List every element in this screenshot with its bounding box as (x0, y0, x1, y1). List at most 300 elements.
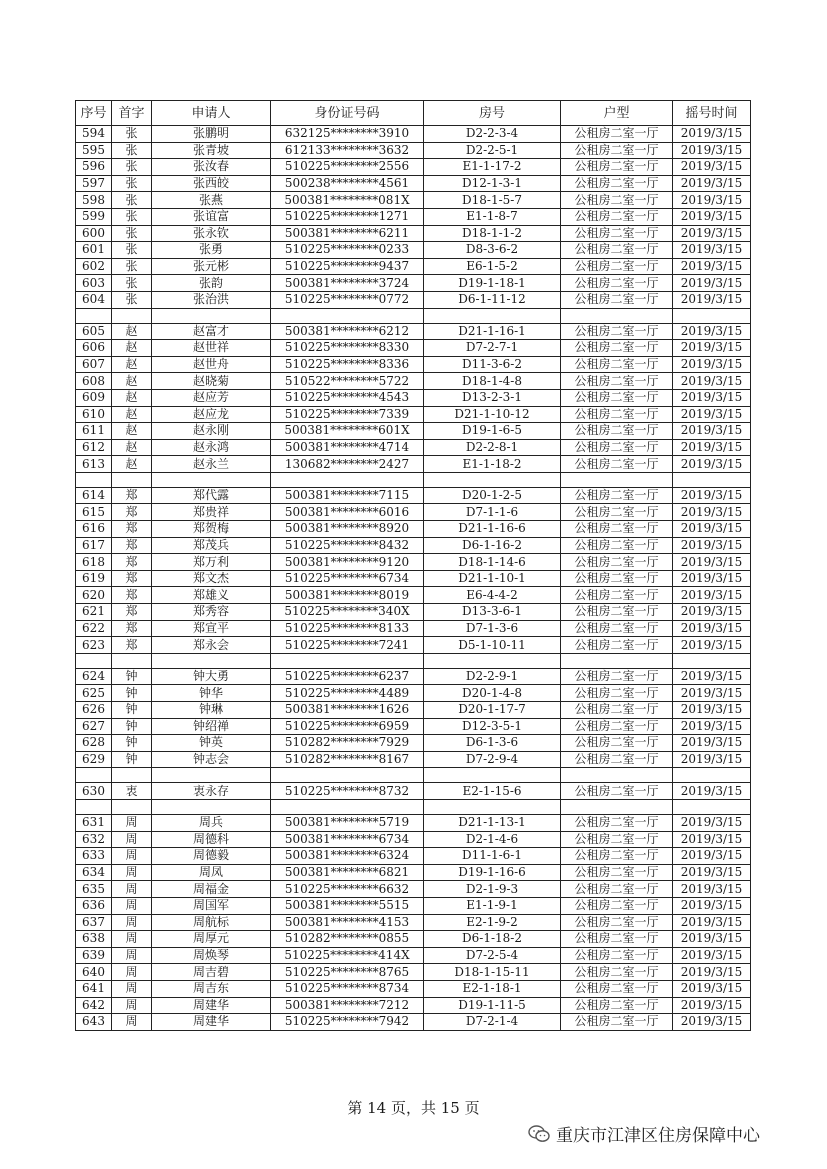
table-cell: 公租房二室一厅 (561, 783, 673, 800)
table-cell: 周 (112, 881, 152, 898)
table-cell: 510225********2556 (271, 159, 424, 176)
table-cell: 510225********6632 (271, 881, 424, 898)
table-cell: 2019/3/15 (673, 356, 751, 373)
table-cell: 钟大勇 (152, 668, 271, 685)
table-row (76, 389, 751, 406)
table-cell: E1-1-17-2 (424, 159, 561, 176)
table-cell: 赵应芳 (152, 389, 271, 406)
table-row (76, 570, 751, 587)
column-header: 户型 (561, 101, 673, 126)
table-row (76, 897, 751, 914)
empty-cell (76, 472, 112, 487)
table-row (76, 175, 751, 192)
column-header: 申请人 (152, 101, 271, 126)
table-cell: E1-1-9-1 (424, 897, 561, 914)
table-cell: D2-2-5-1 (424, 142, 561, 159)
table-cell: 公租房二室一厅 (561, 980, 673, 997)
table-cell: 张 (112, 258, 152, 275)
table-row (76, 406, 751, 423)
table-cell: 张燕 (152, 192, 271, 209)
table-cell: 赵 (112, 389, 152, 406)
table-cell: 608 (76, 373, 112, 390)
table-cell: E2-1-18-1 (424, 980, 561, 997)
table-cell: 2019/3/15 (673, 373, 751, 390)
table-cell: 641 (76, 980, 112, 997)
table-row (76, 242, 751, 259)
table-cell: 公租房二室一厅 (561, 356, 673, 373)
table-cell: 500381********6821 (271, 864, 424, 881)
column-header: 序号 (76, 101, 112, 126)
table-cell: 公租房二室一厅 (561, 702, 673, 719)
table-cell: 周 (112, 1014, 152, 1031)
table-cell: 钟 (112, 685, 152, 702)
table-cell: 596 (76, 159, 112, 176)
table-cell: D12-3-5-1 (424, 718, 561, 735)
table-row (76, 439, 751, 456)
table-cell: D18-1-5-7 (424, 192, 561, 209)
empty-cell (673, 799, 751, 814)
table-cell: 500381********7212 (271, 997, 424, 1014)
table-cell: 公租房二室一厅 (561, 604, 673, 621)
table-cell: 郑 (112, 521, 152, 538)
table-cell: 公租房二室一厅 (561, 142, 673, 159)
table-cell: 张 (112, 208, 152, 225)
table-row (76, 881, 751, 898)
table-cell: 公租房二室一厅 (561, 487, 673, 504)
empty-cell (152, 768, 271, 783)
table-cell: D7-2-9-4 (424, 751, 561, 768)
table-cell: 638 (76, 931, 112, 948)
table-cell: 钟英 (152, 735, 271, 752)
table-cell: 510225********8765 (271, 964, 424, 981)
table-cell: 130682********2427 (271, 456, 424, 473)
table-cell: 衷 (112, 783, 152, 800)
empty-cell (152, 799, 271, 814)
table-cell: 郑贵祥 (152, 504, 271, 521)
table-cell: 2019/3/15 (673, 637, 751, 654)
table-cell: 公租房二室一厅 (561, 718, 673, 735)
table-cell: 周建华 (152, 1014, 271, 1031)
table-cell: D19-1-11-5 (424, 997, 561, 1014)
table-row (76, 192, 751, 209)
table-cell: 赵世祥 (152, 340, 271, 357)
table-cell: 629 (76, 751, 112, 768)
table-cell: 636 (76, 897, 112, 914)
table-cell: 2019/3/15 (673, 225, 751, 242)
table-cell: 619 (76, 570, 112, 587)
table-cell: 周兵 (152, 814, 271, 831)
empty-cell (424, 308, 561, 323)
empty-cell (561, 768, 673, 783)
table-row (76, 340, 751, 357)
table-cell: 630 (76, 783, 112, 800)
table-cell: 公租房二室一厅 (561, 258, 673, 275)
empty-cell (271, 768, 424, 783)
table-cell: 公租房二室一厅 (561, 373, 673, 390)
table-cell: 2019/3/15 (673, 521, 751, 538)
table-cell: 510225********8330 (271, 340, 424, 357)
table-cell: 公租房二室一厅 (561, 439, 673, 456)
table-cell: 周 (112, 997, 152, 1014)
table-cell: 510225********9437 (271, 258, 424, 275)
table-cell: 赵晓菊 (152, 373, 271, 390)
empty-cell (424, 768, 561, 783)
table-row (76, 685, 751, 702)
empty-cell (561, 472, 673, 487)
empty-cell (673, 472, 751, 487)
table-cell: 510225********7339 (271, 406, 424, 423)
table-cell: 510225********8734 (271, 980, 424, 997)
table-cell: D7-2-5-4 (424, 947, 561, 964)
table-cell: 张勇 (152, 242, 271, 259)
empty-cell (271, 653, 424, 668)
table-cell: 周 (112, 864, 152, 881)
table-row (76, 620, 751, 637)
empty-cell (424, 472, 561, 487)
table-cell: 2019/3/15 (673, 735, 751, 752)
table-cell: 635 (76, 881, 112, 898)
table-cell: 500381********8019 (271, 587, 424, 604)
table-cell: 郑贺梅 (152, 521, 271, 538)
table-cell: 钟琳 (152, 702, 271, 719)
table-cell: D6-1-18-2 (424, 931, 561, 948)
lottery-results-table-container (75, 100, 750, 1031)
table-cell: 钟志会 (152, 751, 271, 768)
table-cell: 500381********4714 (271, 439, 424, 456)
table-cell: 钟绍禅 (152, 718, 271, 735)
table-cell: 2019/3/15 (673, 881, 751, 898)
table-cell: 510225********0233 (271, 242, 424, 259)
empty-cell (112, 799, 152, 814)
table-cell: 公租房二室一厅 (561, 947, 673, 964)
table-cell: 张鹏明 (152, 126, 271, 143)
table-cell: D11-3-6-2 (424, 356, 561, 373)
table-cell: 钟 (112, 668, 152, 685)
table-cell: D2-2-8-1 (424, 439, 561, 456)
table-cell: 2019/3/15 (673, 456, 751, 473)
table-cell: 500381********8920 (271, 521, 424, 538)
table-cell: 615 (76, 504, 112, 521)
empty-cell (424, 799, 561, 814)
table-cell: 628 (76, 735, 112, 752)
table-cell: 周 (112, 848, 152, 865)
table-cell: 公租房二室一厅 (561, 192, 673, 209)
table-cell: 605 (76, 323, 112, 340)
empty-cell (424, 653, 561, 668)
table-cell: 616 (76, 521, 112, 538)
table-cell: 627 (76, 718, 112, 735)
table-cell: 603 (76, 275, 112, 292)
table-cell: 500381********3724 (271, 275, 424, 292)
wechat-icon (528, 1125, 550, 1143)
empty-cell (673, 768, 751, 783)
table-cell: 公租房二室一厅 (561, 881, 673, 898)
table-cell: 张 (112, 175, 152, 192)
empty-cell (152, 308, 271, 323)
table-cell: 张元彬 (152, 258, 271, 275)
table-row (76, 964, 751, 981)
table-cell: 郑 (112, 570, 152, 587)
table-cell: 张汝春 (152, 159, 271, 176)
table-cell: D21-1-10-1 (424, 570, 561, 587)
table-cell: 510225********8432 (271, 537, 424, 554)
table-row (76, 980, 751, 997)
table-cell: 510225********8336 (271, 356, 424, 373)
table-cell: 公租房二室一厅 (561, 848, 673, 865)
table-cell: 2019/3/15 (673, 980, 751, 997)
table-cell: E2-1-9-2 (424, 914, 561, 931)
table-cell: 公租房二室一厅 (561, 685, 673, 702)
table-cell: 2019/3/15 (673, 423, 751, 440)
table-cell: 公租房二室一厅 (561, 456, 673, 473)
table-cell: 公租房二室一厅 (561, 914, 673, 931)
column-header: 首字 (112, 101, 152, 126)
table-cell: D20-1-2-5 (424, 487, 561, 504)
table-cell: 周 (112, 897, 152, 914)
table-cell: 赵 (112, 356, 152, 373)
table-cell: D13-3-6-1 (424, 604, 561, 621)
table-cell: 510225********414X (271, 947, 424, 964)
table-cell: 510225********7942 (271, 1014, 424, 1031)
table-cell: 郑 (112, 620, 152, 637)
table-cell: 2019/3/15 (673, 620, 751, 637)
table-cell: 500381********5515 (271, 897, 424, 914)
table-row (76, 831, 751, 848)
table-cell: 500381********9120 (271, 554, 424, 571)
table-cell: 张谊富 (152, 208, 271, 225)
table-cell: 张 (112, 192, 152, 209)
table-cell: 2019/3/15 (673, 947, 751, 964)
empty-cell (271, 308, 424, 323)
table-cell: D19-1-16-6 (424, 864, 561, 881)
table-cell: 张 (112, 142, 152, 159)
table-cell: D2-2-3-4 (424, 126, 561, 143)
table-cell: D21-1-10-12 (424, 406, 561, 423)
table-cell: 周 (112, 931, 152, 948)
table-row (76, 947, 751, 964)
table-cell: 2019/3/15 (673, 997, 751, 1014)
table-cell: 510225********0772 (271, 291, 424, 308)
table-cell: 公租房二室一厅 (561, 587, 673, 604)
table-row (76, 291, 751, 308)
table-cell: 2019/3/15 (673, 504, 751, 521)
table-cell: 钟 (112, 702, 152, 719)
table-cell: 公租房二室一厅 (561, 423, 673, 440)
table-cell: 周 (112, 947, 152, 964)
table-cell: 2019/3/15 (673, 126, 751, 143)
empty-cell (561, 308, 673, 323)
table-cell: 510225********4543 (271, 389, 424, 406)
empty-cell (673, 653, 751, 668)
table-cell: 周焕琴 (152, 947, 271, 964)
table-cell: 634 (76, 864, 112, 881)
table-cell: 610 (76, 406, 112, 423)
table-cell: 周吉东 (152, 980, 271, 997)
table-row (76, 637, 751, 654)
column-header: 房号 (424, 101, 561, 126)
table-cell: 2019/3/15 (673, 537, 751, 554)
table-cell: 2019/3/15 (673, 864, 751, 881)
table-row (76, 487, 751, 504)
table-cell: 2019/3/15 (673, 192, 751, 209)
table-cell: 500381********601X (271, 423, 424, 440)
table-row (76, 159, 751, 176)
table-row (76, 521, 751, 538)
table-cell: E2-1-15-6 (424, 783, 561, 800)
table-cell: 612133********3632 (271, 142, 424, 159)
table-cell: 510282********0855 (271, 931, 424, 948)
table-cell: 公租房二室一厅 (561, 389, 673, 406)
table-row (76, 931, 751, 948)
table-cell: 公租房二室一厅 (561, 406, 673, 423)
table-cell: 张 (112, 159, 152, 176)
table-cell: 张 (112, 275, 152, 292)
table-cell: 公租房二室一厅 (561, 291, 673, 308)
table-cell: 633 (76, 848, 112, 865)
table-cell: 2019/3/15 (673, 275, 751, 292)
table-row (76, 275, 751, 292)
table-cell: 郑代露 (152, 487, 271, 504)
table-row (76, 126, 751, 143)
table-cell: 公租房二室一厅 (561, 504, 673, 521)
table-cell: 周国军 (152, 897, 271, 914)
table-cell: 500381********081X (271, 192, 424, 209)
table-cell: D12-1-3-1 (424, 175, 561, 192)
table-cell: 赵永刚 (152, 423, 271, 440)
table-cell: D18-1-4-8 (424, 373, 561, 390)
table-cell: 赵 (112, 340, 152, 357)
table-cell: 赵永兰 (152, 456, 271, 473)
group-separator-row (76, 472, 751, 487)
empty-cell (271, 472, 424, 487)
table-cell: 公租房二室一厅 (561, 537, 673, 554)
table-cell: 公租房二室一厅 (561, 570, 673, 587)
table-cell: 600 (76, 225, 112, 242)
table-header-row (76, 101, 751, 126)
empty-cell (112, 472, 152, 487)
table-cell: 2019/3/15 (673, 570, 751, 587)
group-separator-row (76, 799, 751, 814)
table-cell: 公租房二室一厅 (561, 997, 673, 1014)
table-cell: 510282********8167 (271, 751, 424, 768)
table-cell: D21-1-16-6 (424, 521, 561, 538)
table-cell: 632 (76, 831, 112, 848)
table-cell: D19-1-6-5 (424, 423, 561, 440)
table-cell: 2019/3/15 (673, 208, 751, 225)
table-cell: 2019/3/15 (673, 751, 751, 768)
table-cell: 赵 (112, 373, 152, 390)
table-cell: 周 (112, 964, 152, 981)
table-cell: 510282********7929 (271, 735, 424, 752)
table-cell: 2019/3/15 (673, 175, 751, 192)
table-cell: 2019/3/15 (673, 702, 751, 719)
table-cell: 衷永存 (152, 783, 271, 800)
table-cell: 639 (76, 947, 112, 964)
table-cell: 公租房二室一厅 (561, 931, 673, 948)
table-cell: E6-4-4-2 (424, 587, 561, 604)
table-cell: D7-2-1-4 (424, 1014, 561, 1031)
table-cell: 622 (76, 620, 112, 637)
table-cell: 500381********5719 (271, 814, 424, 831)
table-cell: D13-2-3-1 (424, 389, 561, 406)
table-cell: 钟 (112, 751, 152, 768)
empty-cell (112, 768, 152, 783)
table-cell: 632125********3910 (271, 126, 424, 143)
table-row (76, 323, 751, 340)
group-separator-row (76, 308, 751, 323)
table-cell: 510225********8732 (271, 783, 424, 800)
table-cell: D20-1-17-7 (424, 702, 561, 719)
table-cell: 2019/3/15 (673, 587, 751, 604)
table-row (76, 537, 751, 554)
table-row (76, 751, 751, 768)
table-cell: D19-1-18-1 (424, 275, 561, 292)
column-header: 身份证号码 (271, 101, 424, 126)
table-cell: 510225********4489 (271, 685, 424, 702)
table-cell: 510225********6237 (271, 668, 424, 685)
table-cell: 618 (76, 554, 112, 571)
watermark-text: 重庆市江津区住房保障中心 (556, 1126, 760, 1146)
table-cell: 周 (112, 831, 152, 848)
table-cell: 周凤 (152, 864, 271, 881)
table-cell: 赵 (112, 439, 152, 456)
empty-cell (152, 653, 271, 668)
table-cell: 597 (76, 175, 112, 192)
table-cell: 602 (76, 258, 112, 275)
table-cell: D7-1-1-6 (424, 504, 561, 521)
page-number: 第 14 页，共 15 页 (347, 1099, 480, 1117)
table-cell: 500381********6016 (271, 504, 424, 521)
table-cell: 2019/3/15 (673, 668, 751, 685)
table-cell: 607 (76, 356, 112, 373)
empty-cell (673, 308, 751, 323)
table-row (76, 554, 751, 571)
table-cell: 617 (76, 537, 112, 554)
table-cell: D11-1-6-1 (424, 848, 561, 865)
table-cell: 钟 (112, 735, 152, 752)
table-cell: 周德毅 (152, 848, 271, 865)
table-row (76, 373, 751, 390)
empty-cell (76, 799, 112, 814)
table-cell: 张 (112, 242, 152, 259)
table-cell: 601 (76, 242, 112, 259)
empty-cell (76, 653, 112, 668)
table-cell: 599 (76, 208, 112, 225)
table-row (76, 604, 751, 621)
table-cell: 赵 (112, 456, 152, 473)
table-cell: 614 (76, 487, 112, 504)
group-separator-row (76, 768, 751, 783)
table-cell: 500381********6212 (271, 323, 424, 340)
table-cell: 张西皎 (152, 175, 271, 192)
empty-cell (271, 799, 424, 814)
table-cell: 公租房二室一厅 (561, 814, 673, 831)
table-cell: 500381********4153 (271, 914, 424, 931)
table-cell: 500381********6324 (271, 848, 424, 865)
watermark (528, 1121, 760, 1146)
table-cell: 郑 (112, 504, 152, 521)
table-cell: 643 (76, 1014, 112, 1031)
table-cell: 张 (112, 126, 152, 143)
table-cell: 公租房二室一厅 (561, 620, 673, 637)
table-cell: 张治洪 (152, 291, 271, 308)
empty-cell (152, 472, 271, 487)
empty-cell (76, 308, 112, 323)
table-cell: 640 (76, 964, 112, 981)
table-cell: D2-2-9-1 (424, 668, 561, 685)
table-row (76, 504, 751, 521)
table-row (76, 225, 751, 242)
